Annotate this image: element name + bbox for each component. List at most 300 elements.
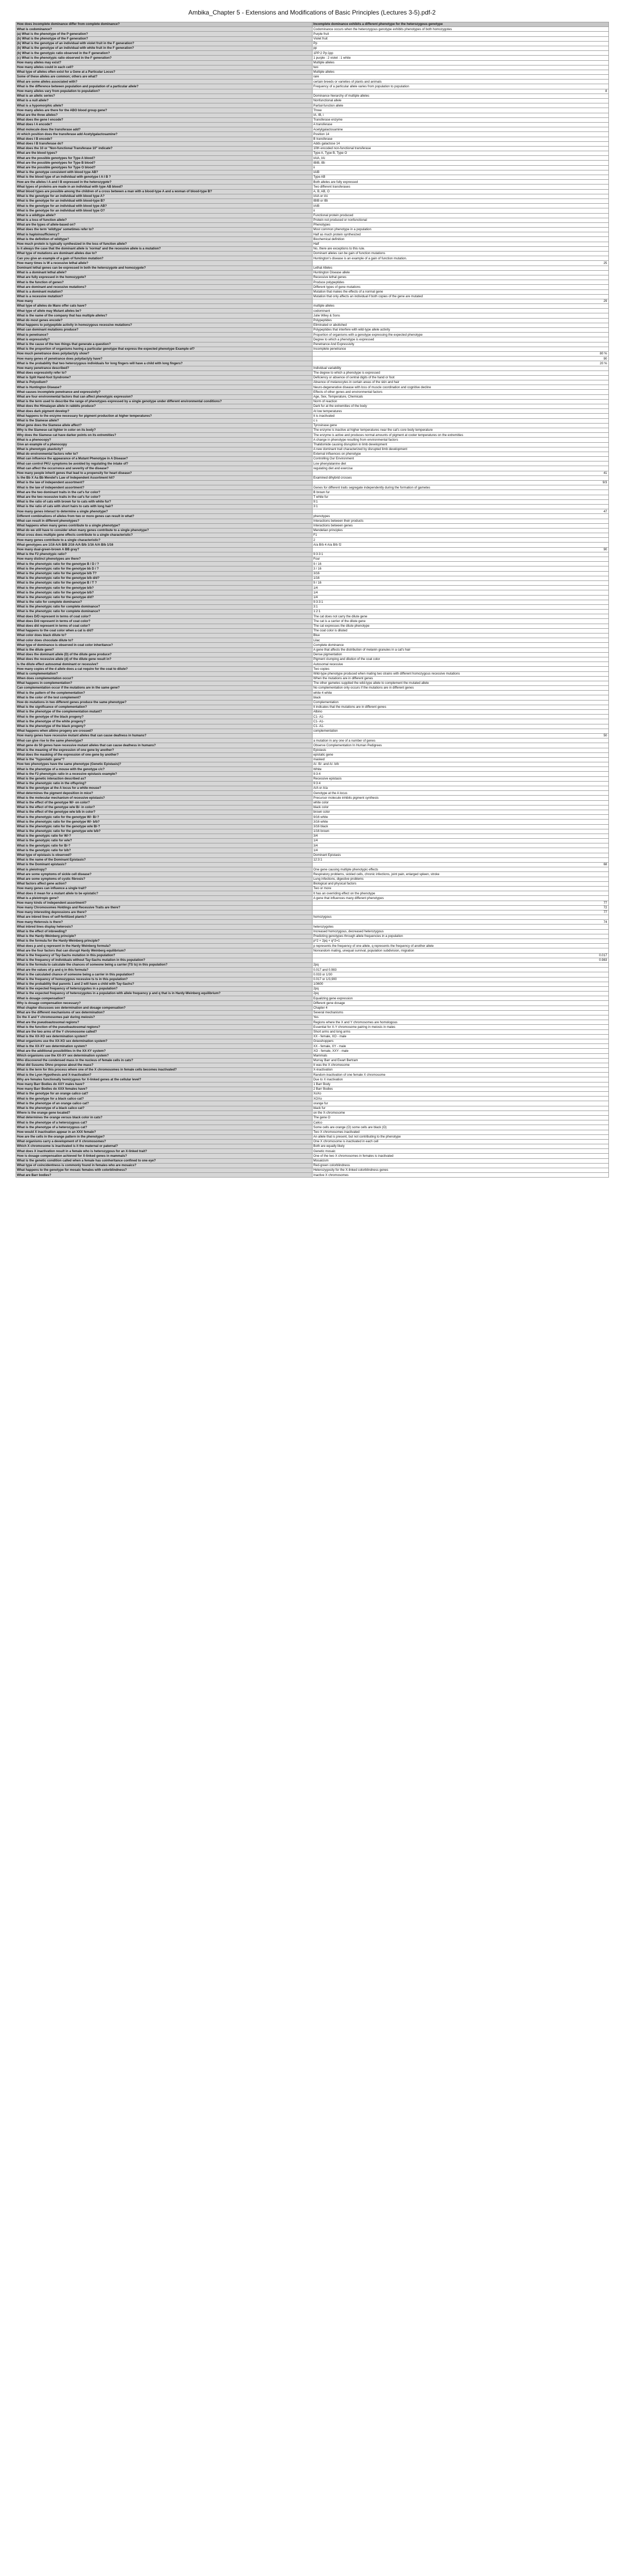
answer-cell: Essential for X-Y chromosome pairing in meiosis in males [312,1025,608,1029]
answer-cell: Transferase enzyme [312,117,608,122]
answer-cell: 90 [312,356,608,361]
question-cell: What are the two arms of the Y chromosome called? [16,1029,312,1034]
answer-cell: C1- A1- [312,719,608,724]
question-cell: What do most genes encode? [16,318,312,323]
table-row [16,872,608,877]
question-cell: What is the phenotypic ratio for the genotype B / D / ? [16,562,312,566]
answer-cell: The coat color is diluted [312,628,608,633]
question-cell: How two phenotypes have the same phenotype (Genetic Epistasis)? [16,762,312,767]
table-row [16,528,608,533]
question-cell: Can you give an example of a gain of function mutation? [16,256,312,261]
question-cell: What is the phenotypic ratio for the genotype W/- B/-? [16,815,312,820]
table-row [16,337,608,342]
question-cell: What is the Siamese allele? [16,418,312,423]
table-row [16,820,608,824]
question-cell: What do we still have to consider when many genes contribute to a single phenotype? [16,528,312,533]
answer-cell: Nonrandom mating, unequal survival, population subdivision, migration [312,948,608,953]
question-cell: What is the genotype for an individual with blood type AB? [16,204,312,208]
table-row [16,1168,608,1173]
table-row [16,896,608,901]
table-row [16,1149,608,1154]
question-cell: What is the phenotype of a mouse with the genotype c/c? [16,767,312,772]
answer-cell: Calico [312,1120,608,1125]
table-row [16,633,608,638]
answer-cell: Due to X inactivation [312,1077,608,1082]
question-cell: What does D/D represent in terms of coat color? [16,614,312,619]
table-row [16,953,608,958]
table-row [16,652,608,657]
answer-cell: Dark fur at the extremities of the body [312,404,608,409]
table-row [16,22,608,27]
answer-cell: IAIB [312,204,608,208]
answer-cell: black fur [312,1106,608,1111]
answer-cell: XO - female, XXY - male [312,1049,608,1053]
table-row [16,351,608,356]
table-row [16,791,608,796]
question-cell: What is the effect of inbreeding? [16,929,312,934]
question-cell: What are the possible genotypes for Type O blood? [16,165,312,170]
table-row [16,719,608,724]
table-row [16,156,608,161]
question-cell: How many genes interact to determine a single phenotype? [16,509,312,514]
table-row [16,232,608,237]
question-cell: What are four environmental factors that can affect phenotypic expression? [16,394,312,399]
question-cell: What does the term 'wildtype' sometimes refer to? [16,228,312,232]
question-cell: How are the alleles I A and I B expressed in the heterozygote? [16,180,312,184]
answer-cell: Mammals [312,1053,608,1058]
answer-cell: Acetylgalactosamine [312,127,608,132]
answer-cell: ii [312,165,608,170]
question-cell: What is the phenotype of a heterozygous cat? [16,1120,312,1125]
table-row [16,1130,608,1134]
table-row [16,304,608,309]
answer-cell: Mendelian principles [312,528,608,533]
table-row [16,442,608,447]
table-row [16,471,608,475]
answer-cell: Eliminated or abolished [312,323,608,327]
answer-cell: 41 [312,471,608,475]
answer-cell: multiple alleles [312,304,608,309]
table-row [16,256,608,261]
question-cell: What type of alleles do Manx offer cats have? [16,304,312,309]
table-row [16,972,608,977]
answer-cell: Inactive X chromosomes [312,1173,608,1178]
table-row [16,165,608,170]
question-cell: What are the types of allele-based on? [16,222,312,227]
question-cell: What does the masking of the expression of one gene by another? [16,752,312,757]
question-cell: How many kinds of independent assortment? [16,901,312,905]
question-cell: What is the genotype for an individual with blood type O? [16,208,312,213]
question-cell: How many people inherit genes that lead to a propensity for heart disease? [16,471,312,475]
question-cell: What is a dominant lethal allele? [16,270,312,275]
answer-cell: 25 [312,261,608,266]
question-cell: What is the probability that parents 1 and 2 will have a child with Tay-Sachs? [16,982,312,986]
table-row [16,724,608,729]
answer-cell: A, B, AB, O [312,189,608,194]
question-cell: How many Barr Bodies do XXX females have? [16,1087,312,1091]
question-cell: What does I B encode? [16,137,312,141]
question-cell: What is the formula to calculate the chances of someone being a carrier (TS ts) in this population? [16,962,312,967]
answer-cell: 3:1 [312,504,608,509]
question-cell: What are the two recessive traits in the cat's fur color? [16,495,312,499]
question-cell: What is a dominant mutation? [16,289,312,294]
question-cell: How many alleles could in each cell? [16,65,312,70]
answer-cell: heterozygotes [312,924,608,929]
question-cell: What is a wildtype allele? [16,213,312,218]
table-row [16,638,608,643]
answer-cell: Functional protein produced [312,213,608,218]
question-cell: How many [16,299,312,303]
question-cell: What is the XX-XO sex determination system? [16,1034,312,1039]
answer-cell: Norm of reaction [312,399,608,404]
table-row [16,681,608,685]
question-cell: What is haploinsufficiency? [16,232,312,237]
answer-cell: 1:2:1 [312,610,608,614]
table-row [16,361,608,366]
answer-cell: Biochemical definition [312,237,608,242]
table-row [16,643,608,648]
answer-cell: Incomplete penetrance [312,347,608,351]
question-cell: Which organisms use the XX-XY sex determination system? [16,1053,312,1058]
question-cell: What organisms carry a development of X chromosomes? [16,1139,312,1144]
answer-cell: Huntington's disease is an example of a gain of function mutation. [312,256,608,261]
table-row [16,992,608,996]
question-cell: What is the phenotype of a heterozygous cat? [16,1125,312,1130]
question-cell: What does I B transferase do? [16,141,312,146]
table-row [16,375,608,380]
table-row [16,590,608,595]
answer-cell: 77 [312,901,608,905]
table-row [16,252,608,256]
table-row [16,313,608,318]
question-cell: What are the different mechanisms of sex determination? [16,1010,312,1015]
table-row [16,356,608,361]
table-row [16,146,608,151]
answer-cell: 50 [312,733,608,738]
question-cell: What are Barr bodies? [16,1173,312,1178]
question-cell: What is the phenotypic ratio for the genotype d/d? [16,595,312,600]
answer-cell: Different types of gene mutations [312,285,608,289]
question-cell: What are the possible genotypes for Type B blood? [16,161,312,165]
answer-cell: Proportion of organisms with a genotype expressing the expected phenotype [312,333,608,337]
answer-cell: Complete dominance [312,643,608,648]
question-cell: What is the phenotypic ratio for complete dominance? [16,604,312,609]
question-cell: How much protein is typically synthesized in the loss of function allele? [16,242,312,246]
question-cell: What color does black dilute to? [16,633,312,638]
table-row [16,70,608,74]
question-cell: What is dosage compensation? [16,996,312,1001]
answer-cell: It has an overriding effect on the phenotype [312,891,608,896]
question-cell: What is the genotypic ratio for B/-? [16,843,312,848]
question-cell: How do mutations in two different genes produce the same phenotype? [16,700,312,705]
question-cell: How many genes contribute to a single characteristic? [16,538,312,543]
question-cell: What can dominant mutations produce? [16,328,312,333]
answer-cell: black color [312,805,608,810]
table-row [16,108,608,113]
table-row [16,122,608,127]
table-row [16,280,608,285]
table-row [16,1063,608,1067]
table-row [16,113,608,117]
question-cell: What is the pattern of the complementation? [16,691,312,695]
answer-cell: on the X-chromosome [312,1111,608,1115]
answer-cell: XX - female, XO - male [312,1034,608,1039]
table-row [16,843,608,848]
table-row [16,218,608,222]
answer-cell: Individual variability [312,366,608,371]
table-row [16,208,608,213]
table-row [16,662,608,667]
answer-cell: 0.017 and 0.983 [312,968,608,972]
question-cell: What are the two dominant traits in the cat's fur color? [16,490,312,495]
answer-cell: 80 % [312,351,608,356]
table-row [16,1053,608,1058]
table-row [16,1087,608,1091]
table-row [16,481,608,485]
table-row [16,705,608,709]
answer-cell: regulating diet and exercise [312,466,608,471]
question-cell: What is Huntington Disease? [16,385,312,390]
answer-cell: Respiratory problems, sickled cells, chronic infections, joint pain, enlarged spleen, stroke [312,872,608,877]
question-cell: What is the law of independent assortment? [16,481,312,485]
answer-cell: Huntington Disease allele [312,270,608,275]
answer-cell: Three [312,108,608,113]
question-cell: What is the phenotypic ratio for the genotype b/b? [16,586,312,590]
question-cell: How many genes of penetrance does polydactyly have? [16,356,312,361]
question-cell: What molecule does the transferase add? [16,127,312,132]
answer-cell: A new dominant trait characterized by disrupted limb development [312,447,608,452]
answer-cell: 29 [312,299,608,303]
answer-cell: Recessive epistasis [312,776,608,781]
question-cell: What is the phenotypic ratio for the genotype bb D / ? [16,566,312,571]
answer-cell: Recessive lethal genes [312,275,608,280]
answer-cell: It is inactivated [312,414,608,418]
answer-cell: 9 / 16 [312,580,608,585]
table-row [16,423,608,428]
table-row [16,117,608,122]
table-row [16,829,608,834]
table-row [16,289,608,294]
table-row [16,1092,608,1097]
question-cell: What chapter discusses sex determination and dosage compensation? [16,1006,312,1010]
table-row [16,495,608,499]
question-cell: How many penetrance described? [16,366,312,371]
question-cell: What is the proportion of organisms having a particular genotype that express the expected phenotype Example of? [16,347,312,351]
table-row [16,810,608,814]
answer-cell: Autosomal recessive [312,662,608,667]
question-cell: What are the blood types? [16,151,312,156]
table-row [16,767,608,772]
table-row [16,776,608,781]
table-row [16,1044,608,1049]
table-row [16,275,608,280]
table-row [16,1020,608,1025]
table-row [16,299,608,303]
answer-cell: Blue [312,633,608,638]
answer-cell: Neuro-degenerative disease with loss of muscle coordination and cognitive decline [312,385,608,390]
question-cell: Which X chromosome is inactivated is it the maternal or paternal? [16,1144,312,1149]
answer-cell: 0.017 or 1/3,900 [312,977,608,982]
question-cell: What are inbred lines of self-fertilized plants? [16,915,312,920]
table-row [16,729,608,733]
answer-cell: 1/4 [312,586,608,590]
table-row [16,285,608,289]
table-row [16,628,608,633]
table-row [16,1115,608,1120]
answer-cell: 3/4 [312,843,608,848]
table-row [16,547,608,552]
question-cell: How much penetrance does polydactyly show? [16,351,312,356]
question-cell: What is the difference between population and population of a particular allele? [16,84,312,89]
question-cell: What is Polyodium? [16,380,312,385]
answer-cell: Albino [312,710,608,715]
answer-cell: 77 [312,910,608,915]
answer-cell: 3 / 16 [312,566,608,571]
answer-cell: complementation [312,729,608,733]
answer-cell: Half [312,242,608,246]
answer-cell: ii [312,208,608,213]
answer-cell: 68 [312,863,608,867]
answer-cell: phenotypes [312,514,608,519]
table-row [16,700,608,705]
table-row [16,1120,608,1125]
table-row [16,433,608,438]
question-cell: What is the genotype consistent with blood type AB? [16,170,312,175]
answer-cell: Dominant Epistasis [312,853,608,857]
answer-cell: IAIA, IAi [312,156,608,161]
table-row [16,170,608,175]
table-row [16,41,608,46]
question-cell: What can give rise to the same phenotype? [16,738,312,743]
answer-cell: Dominant alleles can be gain of function mutations [312,252,608,256]
table-row [16,514,608,519]
question-cell: What happens to the coat color when a cat is d/d? [16,628,312,633]
answer-cell: homozygous [312,915,608,920]
answer-cell: A transferase [312,122,608,127]
table-row [16,1125,608,1130]
question-cell: What is the formula for the Hardy-Weinberg principle? [16,939,312,944]
answer-cell: Mutation that makes the effects of a normal gene [312,289,608,294]
question-cell: Why is dosage compensation necessary? [16,1001,312,1006]
question-cell: What is the phenotypic ratio for the genotype b/b? [16,590,312,595]
answer-cell: It was the X chromosome [312,1063,608,1067]
answer-cell: Pigment clumping and dilution of the coat color [312,657,608,662]
question-cell: What cross does multiple gene effects contribute to a single characteristic? [16,533,312,538]
answer-cell: codominant [312,309,608,313]
question-cell: What is a loss of function allele? [16,218,312,222]
table-row [16,586,608,590]
question-cell: What is the name of the company that has multiple alleles? [16,313,312,318]
question-cell: What is complementation? [16,671,312,676]
answer-cell: p represents the frequency of one allele, q represents the frequency of another allele [312,944,608,948]
table-row [16,772,608,776]
question-cell: What is the phenotypic ratio in the offspring? [16,781,312,786]
question-cell: What determines the pigment deposition in mice? [16,791,312,796]
table-row [16,848,608,853]
answer-cell: Interactions between their products [312,519,608,523]
table-row [16,60,608,65]
question-cell: What is a pleiotropic gene? [16,896,312,901]
table-row [16,543,608,547]
answer-cell: 9:3:3:1 [312,600,608,604]
answer-cell: 3:1 [312,604,608,609]
answer-cell: External influences on phenotype [312,452,608,456]
question-cell: What happens when many genes contribute to a single phenotype? [16,523,312,528]
question-cell: How many genes have recessive mutant alleles that can cause deafness in humans? [16,733,312,738]
answer-cell: Most common phenotype in a population [312,228,608,232]
table-row [16,648,608,652]
table-row [16,371,608,375]
question-cell: What happens to polypeptide activity in homozygous recessive mutations? [16,323,312,327]
question-cell: What is the phenotype of an orange calico cat? [16,1101,312,1106]
table-row [16,204,608,208]
answer-cell: B brown fur [312,490,608,495]
answer-cell: Several mechanisms [312,1010,608,1015]
table-row [16,51,608,56]
table-row [16,920,608,924]
question-cell: How many times is W a recessive lethal allele? [16,261,312,266]
question-cell: (b) What is the genotype of an individual with white fruit in the F generation? [16,46,312,50]
answer-cell: 2pq [312,986,608,991]
table-row [16,94,608,98]
answer-cell: 1PP:2 Pp:1pp [312,51,608,56]
answer-cell: Two copies [312,667,608,671]
table-row [16,519,608,523]
answer-cell: When the mutations are in different genes [312,676,608,681]
table-row [16,46,608,50]
answer-cell: epistatic gene [312,752,608,757]
table-row [16,853,608,857]
answer-cell: Observe Complementation In Human Pedigrees [312,743,608,748]
question-cell: What is the F2 phenotypic ratio? [16,552,312,557]
answer-cell: The cat is a carrier of the dilute gene [312,619,608,624]
table-row [16,604,608,609]
table-row [16,1068,608,1073]
question-cell: What are the four factors that can disrupt Hardy Weinberg equilibrium? [16,948,312,953]
answer-cell: XX - female, XY - male [312,1044,608,1049]
table-row [16,447,608,452]
table-row [16,566,608,571]
question-cell: What is the cause of the two things that generate a question? [16,342,312,347]
table-row [16,213,608,218]
answer-cell: Interactions between genes [312,523,608,528]
table-row [16,428,608,432]
table-row [16,194,608,199]
question-cell: What type of epistasis is observed? [16,853,312,857]
table-row [16,1154,608,1158]
question-cell: What is a recessive mutation? [16,294,312,299]
question-cell: What gene does the Siamese allele affect? [16,423,312,428]
question-cell: How many alleles vary from population to population? [16,89,312,94]
question-cell: What are the additional possibilities in the XX-XY system? [16,1049,312,1053]
question-cell: How many Barr Bodies do XXY males have? [16,1082,312,1087]
question-cell: What is the expected frequency of heterozygotes in a population? [16,986,312,991]
table-row [16,385,608,390]
question-cell: What is the effect of the genotype w/w b/b in color? [16,810,312,814]
question-cell: What happens in complementation? [16,681,312,685]
question-cell: When does complementation occur? [16,676,312,681]
qa-table [16,22,609,1178]
table-row [16,56,608,60]
document-title: Ambika_Chapter 5 - Extensions and Modifications of Basic Principles (Lectures 3-5).pdf-2 [188,9,436,16]
question-cell: What is the calculated chance of someone being a carrier in this population? [16,972,312,977]
table-row [16,137,608,141]
table-row [16,404,608,409]
question-cell: What is the phenotypic ratio for the genotype b/b T? [16,571,312,576]
answer-cell: Dense pigmentation [312,652,608,657]
question-cell: What is the genetic condition called when a female has coinheritance confined to one eye? [16,1158,312,1163]
answer-cell: 2 [312,538,608,543]
